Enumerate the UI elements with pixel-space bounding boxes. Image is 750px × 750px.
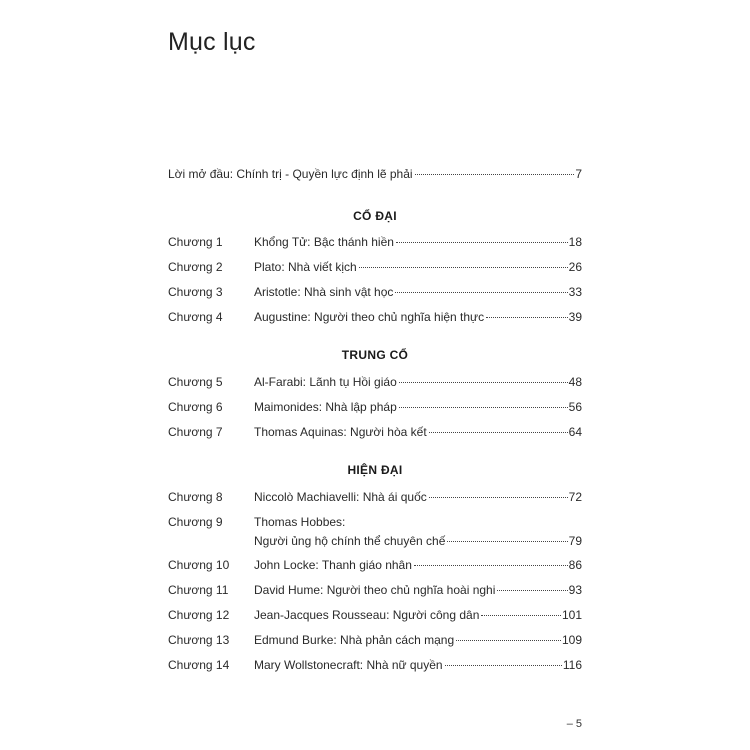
chapter-page-number: 39 [568, 310, 582, 324]
toc-chapter-entry[interactable] [168, 284, 582, 300]
chapter-label: Chương 10 [168, 558, 230, 572]
chapter-title: Jean-Jacques Rousseau: Người công dân [254, 608, 480, 622]
toc-chapter-entry[interactable] [168, 607, 582, 623]
toc-chapter-entry[interactable] [168, 557, 582, 573]
chapter-title: Edmund Burke: Nhà phản cách mạng [254, 633, 455, 647]
chapter-label: Chương 13 [168, 633, 230, 647]
dot-leader [414, 565, 568, 566]
chapter-label: Chương 4 [168, 310, 223, 324]
dot-leader [399, 407, 568, 408]
chapter-page-number: 86 [568, 558, 582, 572]
chapter-title: Aristotle: Nhà sinh vật học [254, 285, 394, 299]
chapter-page-number: 18 [568, 235, 582, 249]
section-heading-trung-co: TRUNG CỔ [341, 348, 409, 362]
dot-leader [399, 382, 568, 383]
dot-leader [447, 541, 567, 542]
chapter-page-number: 48 [568, 375, 582, 389]
chapter-label: Chương 6 [168, 400, 223, 414]
dot-leader [497, 590, 567, 591]
chapter-title: Augustine: Người theo chủ nghĩa hiện thực [254, 310, 485, 324]
chapter-title: Người ủng hộ chính thể chuyên chế [254, 534, 446, 548]
chapter-label: Chương 5 [168, 375, 223, 389]
dot-leader [396, 242, 568, 243]
toc-chapter-entry[interactable] [168, 582, 582, 598]
section-heading-hien-dai: HIỆN ĐẠI [347, 463, 403, 477]
chapter-label: Chương 8 [168, 490, 223, 504]
section-heading-co-dai: CỔ ĐẠI [353, 209, 397, 223]
preface-page-number: 7 [575, 167, 582, 181]
chapter-page-number: 116 [562, 658, 582, 672]
toc-chapter-entry[interactable] [168, 374, 582, 390]
page-number: – 5 [566, 718, 582, 730]
chapter-label: Chương 3 [168, 285, 223, 299]
dot-leader [429, 497, 568, 498]
dot-leader [481, 615, 561, 616]
toc-chapter-entry[interactable] [168, 632, 582, 648]
chapter-page-number: 56 [568, 400, 582, 414]
chapter-page-number: 109 [561, 633, 582, 647]
chapter-title: Al-Farabi: Lãnh tụ Hồi giáo [254, 375, 397, 389]
toc-chapter-entry[interactable] [168, 657, 582, 673]
chapter-label: Chương 14 [168, 658, 230, 672]
dot-leader [486, 317, 568, 318]
toc-chapter-entry[interactable] [168, 259, 582, 275]
chapter-label: Chương 7 [168, 425, 223, 439]
chapter-title: Maimonides: Nhà lập pháp [254, 400, 397, 414]
chapter-title: John Locke: Thanh giáo nhân [254, 558, 412, 572]
chapter-title: Niccolò Machiavelli: Nhà ái quốc [254, 490, 427, 504]
chapter-title: David Hume: Người theo chủ nghĩa hoài nghi [254, 583, 496, 597]
chapter-page-number: 93 [568, 583, 582, 597]
chapter-page-number: 64 [568, 425, 582, 439]
chapter-page-number: 33 [568, 285, 582, 299]
chapter-title-line1: Thomas Hobbes: [254, 515, 346, 529]
dot-leader [429, 432, 568, 433]
toc-chapter-entry[interactable] [168, 309, 582, 325]
preface-title: Lời mở đầu: Chính trị - Quyền lực định lẽ phải [168, 167, 413, 181]
toc-chapter-entry[interactable] [168, 399, 582, 415]
chapter-page-number: 79 [568, 534, 582, 548]
toc-chapter-entry[interactable] [168, 514, 582, 549]
chapter-title: Mary Wollstonecraft: Nhà nữ quyền [254, 658, 443, 672]
toc-preface-entry[interactable] [168, 166, 582, 182]
dot-leader [395, 292, 567, 293]
dot-leader [456, 640, 561, 641]
chapter-title: Thomas Aquinas: Người hòa kết [254, 425, 427, 439]
dot-leader [359, 267, 568, 268]
chapter-page-number: 101 [561, 608, 582, 622]
chapter-label: Chương 12 [168, 608, 230, 622]
chapter-label: Chương 1 [168, 235, 223, 249]
toc-chapter-entry[interactable] [168, 234, 582, 250]
chapter-label: Chương 2 [168, 260, 223, 274]
toc-chapter-entry[interactable] [168, 489, 582, 505]
chapter-title: Plato: Nhà viết kịch [254, 260, 357, 274]
dot-leader [445, 665, 562, 666]
chapter-label: Chương 11 [168, 583, 229, 597]
chapter-page-number: 26 [568, 260, 582, 274]
chapter-page-number: 72 [568, 490, 582, 504]
chapter-label: Chương 9 [168, 515, 223, 529]
page-title: Mục lục [168, 28, 256, 56]
dot-leader [415, 174, 575, 175]
chapter-title: Khổng Tử: Bậc thánh hiền [254, 235, 394, 249]
toc-chapter-entry[interactable] [168, 424, 582, 440]
